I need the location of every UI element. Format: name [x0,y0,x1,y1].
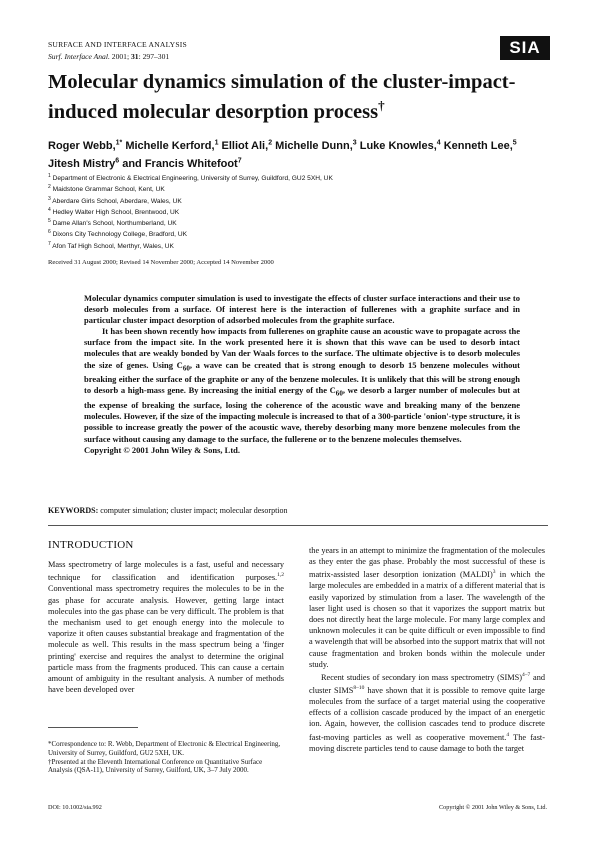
journal-name: SURFACE AND INTERFACE ANALYSIS [48,40,187,49]
body-paragraph: Mass spectrometry of large molecules is a fast, useful and necessary technique for classification and identification purposes.$^{1,2}$ Conventional mass spectrometry requires the molecules to be in the gas phase for accurate analysis. However, getting large intact molecules into the gas phase can be very difficult. The problem is that the mechanism used to get enough energy into the molecule to vaporize it often causes substantial breakage and fragmentation of the molecule as well. This results in the mass spectrum being a 'finger printing' exercise and requires the analyst to determine the original particle mass from the fragments produced. This can cause a certain amount of ambiguity in the resultant analysis. A number of methods have been developed over [48,560,284,695]
citation-journal: Surf. Interface Anal. [48,52,110,61]
author-list [48,135,558,172]
received-dates: Received 31 August 2000; Revised 14 November 2000; Accepted 14 November 2000 [48,259,274,266]
author: and Francis Whitefoot$^7$ [119,157,242,171]
body-column-right [309,545,545,754]
body-column-left [48,540,284,695]
author: Jitesh Mistry$^6$ [48,157,120,171]
author: Michelle Dunn,$^3$ [272,139,357,152]
author: Roger Webb,$^{1*}$ [48,139,123,152]
footnote-correspondence: *Correspondence to: R. Webb, Department of Electronic & Electrical Engineering, University of Surrey, Guildford, GU2 5XH, UK. [48,740,281,757]
section-heading: INTRODUCTION [48,539,134,551]
author: Michelle Kerford,$^1$ [122,139,219,152]
citation-year: 2001; [111,52,130,61]
article-title-text: Molecular dynamics simulation of the cluster-impact-induced molecular desorption process [48,71,516,123]
affiliation: $^2$ Maidstone Grammar School, Kent, UK [48,184,165,194]
affiliation: $^3$ Aberdare Girls School, Aberdare, Wales, UK [48,195,182,205]
keywords-text: computer simulation; cluster impact; molecular desorption [98,506,288,515]
affiliation-list [48,172,548,251]
affiliation: $^7$ Afon Taf High School, Merthyr, Wales, UK [48,240,174,250]
abstract-paragraph: It has been shown recently how impacts from fullerenes on graphite cause an acoustic wave to propagate across the surface from the impact site. In the work presented here it is shown that this wave can be used to desorb intact molecules that are weakly bonded by Van der Waals forces to the surface. The ultimate objective is to desorb molecules the size of genes. Using $C_{60}$, a wave can be created that is strong enough to desorb 15 benzene molecules without breaking either the surface of the graphite or any of the benzene molecules. It is unlikely that this will be strong enough to desorb a high-mass gene. By increasing the initial energy of the $C_{60}$, we desorb a larger number of molecules but at the expense of breaking the surface, losing the coherence of the acoustic wave and breaking many of the benzene molecules. However, if the size of the impacting molecule is increased to that of a 300-particle 'onion'-type structure, it is possible to increase greatly the power of the acoustic wave, thereby desorbing many more benzene molecules from the surface without causing any damage to the surface, the fullerene or to the benzene molecules themselves. [84,326,520,444]
author: Elliot Ali,$^2$ [218,139,273,152]
body-paragraph: the years in an attempt to minimize the fragmentation of the molecules as they enter the gas phase. Probably the most successful of these is matrix-assisted laser desorption ionization (MALDI)$^3$ in which the large molecules are embedded in a matrix of a different material that is easily vaporized by stimulation from a laser. The wavelength of the laser light used is chosen so that it vaporizes the support matrix but does not directly heat the large molecule. For many large complex and unknown molecules it can be quite difficult or even impossible to find a wavelength that will be absorbed into the support matrix that will not cause fragmentation and broken bonds within the molecule under study. [309,546,545,669]
citation-volume: 31 [131,52,139,61]
footnote-presented: †Presented at the Eleventh International Conference on Quantitative Surface Analysis (QSA-11), University of Surrey, Guilford, UK, 3–7 July 2000. [48,757,263,775]
article-title [48,70,528,124]
keywords [48,506,288,515]
author: Kenneth Lee,$^5$ [440,139,517,152]
journal-badge: SIA [500,36,550,60]
footnote-divider [48,727,138,728]
abstract-copyright: Copyright © 2001 John Wiley & Sons, Ltd. [84,444,240,455]
body-paragraph: Recent studies of secondary ion mass spectrometry (SIMS)$^{4-7}$ and cluster SIMS$^{8-10}$ have shown that it is possible to remove quite large molecules from the surface of a target material using the cooperative effects of a collision cascade produced by the impact of an energetic ion. Again, however, the collision cascades tend to produce discrete fast-moving particles as well as cooperative movement.$^4$ The fast-moving discrete particles tend to cause damage to both the target [309,672,545,753]
section-divider [48,525,548,526]
affiliation: $^5$ Dame Allan's School, Northumberland, UK [48,218,177,228]
citation [48,52,169,61]
keywords-label: KEYWORDS: [48,506,99,515]
affiliation: $^6$ Dixons City Technology College, Bradford, UK [48,229,187,239]
affiliation: $^4$ Hedley Walter High School, Brentwood, UK [48,206,180,217]
title-dagger: † [378,98,385,113]
doi: DOI: 10.1002/sia.992 [48,804,102,811]
abstract-paragraph: Molecular dynamics computer simulation is used to investigate the effects of cluster surface interactions and their use to desorb molecules from a surface. Of interest here is the interaction of fullerenes with a graphite surface and in particular cluster impact desorption of adsorbed molecules from the graphite surface. [84,293,520,326]
affiliation: $^1$ Department of Electronic & Electrical Engineering, University of Surrey, Guildford, GU2 5XH, UK [48,173,333,183]
footnotes [48,740,284,775]
footer-copyright: Copyright © 2001 John Wiley & Sons, Ltd. [439,804,547,811]
author: Luke Knowles,$^4$ [356,139,441,152]
abstract [84,293,520,456]
citation-pages: : 297–301 [138,52,170,61]
